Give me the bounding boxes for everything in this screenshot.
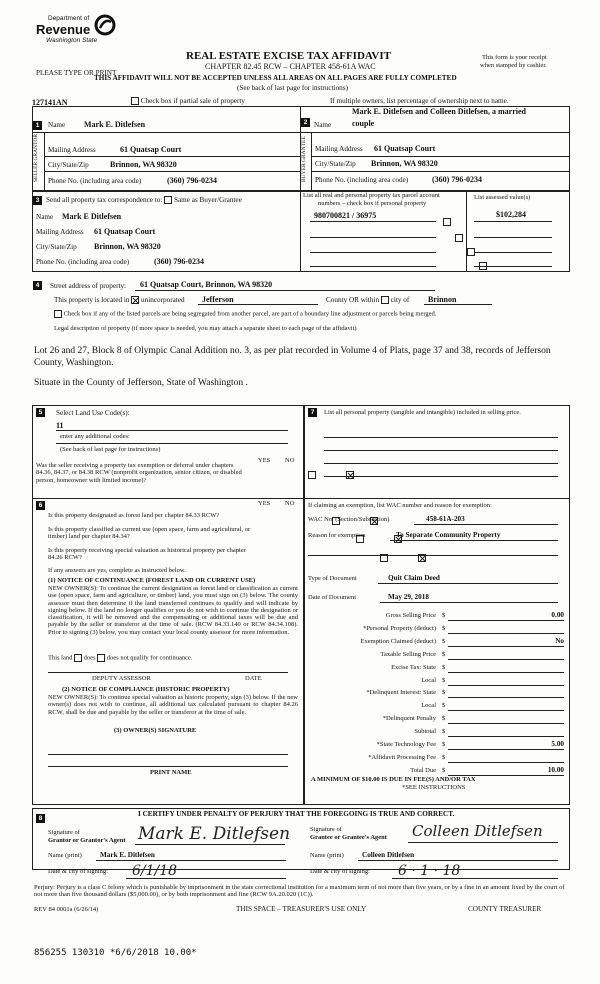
fee-value[interactable]: 10.00 xyxy=(547,765,564,774)
perjury-notice: Perjury: Perjury is a class C felony which is punishable by imprisonment in the state correctional institution for a maximum term of not more than five years, or by a fine in an amount fixed by the court of not more than five thousand dollars ($5,000.00), or by both imprisonment and fine (RCW 9A.20.020 (1C)). xyxy=(34,884,565,899)
buyer-phone-label: Phone No. (including area code) xyxy=(315,176,409,184)
grantor-sig-label2: Grantor or Grantor's Agent xyxy=(48,837,126,844)
county-value[interactable]: Jefferson xyxy=(202,295,234,304)
partial-sale-checkbox[interactable] xyxy=(131,97,139,105)
city-of-checkbox[interactable] xyxy=(381,296,389,304)
s6-no: NO xyxy=(285,500,295,507)
fee-dollar-sign: $ xyxy=(442,741,446,748)
grantor-sig-label1: Signature of xyxy=(48,829,80,836)
fee-dollar-sign: $ xyxy=(442,650,446,658)
fee-label: Local xyxy=(421,676,436,684)
fee-row xyxy=(304,689,570,701)
notice2-title: (2) NOTICE OF COMPLIANCE (HISTORIC PROPERTY) xyxy=(62,686,230,693)
additional-codes: enter any additional codes: xyxy=(60,433,130,440)
certify-line: I CERTIFY UNDER PENALTY OF PERJURY THAT THE FOREGOING IS TRUE AND CORRECT. xyxy=(138,810,455,818)
segregated-line xyxy=(54,310,436,318)
located-label: This property is located in xyxy=(54,296,130,304)
buyer-mailing[interactable]: 61 Quatsap Court xyxy=(374,144,436,153)
segregated-label: Check box if any of the listed parcels are being segregated from another parcel, are part of a boundary line adjustment or parcels being merged. xyxy=(63,310,437,318)
located-in xyxy=(54,296,185,304)
parcel-1-checkbox[interactable] xyxy=(443,218,451,226)
fee-label: *Personal Property (deduct) xyxy=(363,624,436,632)
parcel-header2: numbers – check box if personal property xyxy=(318,200,427,207)
please-type: PLEASE TYPE OR PRINT xyxy=(36,69,117,77)
fee-label: Excise Tax: State xyxy=(391,663,436,671)
s6-q2: Is this property classified as current use (open space, farm and agricultural, or timber) land per chapter 84.34? xyxy=(48,526,251,541)
fee-dollar-sign: $ xyxy=(442,676,446,684)
fee-dollar-sign: $ xyxy=(442,766,446,774)
deputy-date: DATE xyxy=(245,675,262,682)
fee-dollar-sign: $ xyxy=(442,689,446,697)
grantee-name[interactable]: Colleen Ditlefsen xyxy=(362,851,415,859)
deputy-assessor: DEPUTY ASSESSOR xyxy=(92,675,151,682)
fee-dollar-sign: $ xyxy=(442,702,446,710)
does-not-label: does not qualify for continuance. xyxy=(106,654,193,662)
section-5-badge: 5 xyxy=(36,408,45,417)
see-instructions: *SEE INSTRUCTIONS xyxy=(402,784,466,791)
s3-city[interactable]: Brinnon, WA 98320 xyxy=(94,242,161,251)
s3-city-label: City/State/Zip xyxy=(36,243,77,251)
notice2-body: NEW OWNER(S): To continue special valuation as historic property, sign (3) below. If the new owner(s) does not wish to continue, all additional tax calculated pursuant to chapter 84.26 RCW, shall be due and payable by the seller or transferor at the time of sale. xyxy=(48,694,298,716)
rev-number: REV 84 0001a (6/26/14) xyxy=(34,906,99,913)
fee-label: Total Due xyxy=(410,766,436,774)
reason-value[interactable]: To Separate Community Property xyxy=(396,531,501,539)
legal-label: Legal description of property (if more space is needed, you may attach a separate sheet to each page of the affidavit) xyxy=(54,325,357,332)
does-checkbox[interactable] xyxy=(74,654,82,662)
grantor-signature[interactable]: Mark E. Ditlefsen xyxy=(138,824,291,844)
city-of-label: city of xyxy=(390,296,410,304)
grantee-date[interactable]: 6 · 1 · 18 xyxy=(398,863,461,879)
dept-line2: Revenue xyxy=(36,22,91,37)
seller-name-label: Name xyxy=(48,121,66,129)
owner-signature: (3) OWNER(S) SIGNATURE xyxy=(114,727,197,734)
grantee-name-label: Name (print) xyxy=(310,852,344,859)
unincorporated-label: unincorporated xyxy=(141,296,185,304)
seller-phone-label: Phone No. (including area code) xyxy=(48,177,142,185)
grantor-name[interactable]: Mark E. Ditlefsen xyxy=(100,851,155,859)
tax-correspondence-label: Send all property tax correspondence to: xyxy=(46,196,163,204)
fee-dollar-sign: $ xyxy=(442,728,446,736)
this-land-line xyxy=(48,654,193,662)
s5-yes: YES xyxy=(258,457,271,464)
fee-label: Subtotal xyxy=(414,728,436,736)
fee-value[interactable]: 5.00 xyxy=(551,740,564,748)
s5-q1: Was the seller receiving a property tax exemption or deferral under chapters 84.36, 84.37, or 84.38 RCW (nonprofit organization, senior citizen, or disabled person, homeowner with limited income)? xyxy=(36,462,242,484)
fee-dollar-sign: $ xyxy=(442,715,446,723)
seller-mailing-label: Mailing Address xyxy=(48,146,96,154)
fee-dollar-sign: $ xyxy=(442,612,446,619)
print-name: PRINT NAME xyxy=(150,769,192,776)
s3-mailing-label: Mailing Address xyxy=(36,228,84,236)
form-subtitle: CHAPTER 82.45 RCW – CHAPTER 458-61A WAC xyxy=(205,62,376,71)
this-land-label: This land xyxy=(48,654,73,662)
fee-dollar-sign: $ xyxy=(442,637,446,645)
buyer-vertical-label: BUYER GRANTEE xyxy=(301,136,307,182)
doc-type-label: Type of Document xyxy=(308,575,357,582)
fee-label: *Delinquent Penalty xyxy=(382,715,436,723)
section-8-badge: 8 xyxy=(36,814,45,823)
seller-mailing[interactable]: 61 Quatsap Court xyxy=(120,145,182,154)
s6-q3: Is this property receiving special valuation as historical property per chapter 84.26 RCW? xyxy=(48,547,246,562)
dept-line1: Department of xyxy=(48,15,90,22)
reason-label: Reason for exemption xyxy=(308,532,366,539)
minimum-notice: A MINIMUM OF $10.00 IS DUE IN FEE(S) AND/OR TAX xyxy=(311,776,476,783)
situate-line[interactable]: Situate in the County of Jefferson, State of Washington . xyxy=(34,378,248,388)
seller-vertical-label: SELLER GRANTOR xyxy=(33,133,39,182)
fee-row xyxy=(304,728,570,740)
wac-value[interactable]: 458-61A-203 xyxy=(426,515,465,523)
grantor-date[interactable]: 6/1/18 xyxy=(132,863,178,879)
fee-row xyxy=(304,664,570,676)
section-3-label xyxy=(46,196,242,204)
form-id: 127141AN xyxy=(32,98,68,107)
grantee-sig-label2: Grantee or Grantee's Agent xyxy=(310,834,387,841)
county-treasurer: COUNTY TREASURER xyxy=(468,905,542,913)
grantee-signature[interactable]: Colleen Ditlefsen xyxy=(412,822,543,840)
personal-property-label: List all personal property (tangible and intangible) included in selling price. xyxy=(324,409,521,416)
grantor-date-label: Date & city of signing: xyxy=(48,868,108,875)
fee-dollar-sign: $ xyxy=(442,663,446,671)
doc-type-value[interactable]: Quit Claim Deed xyxy=(388,574,440,582)
dor-logo xyxy=(36,12,116,52)
notice1-title: (1) NOTICE OF CONTINUANCE (FOREST LAND OR CURRENT USE) xyxy=(48,577,256,584)
exemption-label: If claiming an exemption, list WAC number and reason for exemption: xyxy=(308,502,492,509)
fee-row xyxy=(304,715,570,727)
receipt-note2: when stamped by cashier. xyxy=(480,62,547,69)
county-label: County OR within xyxy=(326,296,380,304)
seller-phone[interactable]: (360) 796-0234 xyxy=(167,176,217,185)
fee-row xyxy=(304,677,570,689)
section-3-badge: 3 xyxy=(33,196,42,205)
doc-date-value[interactable]: May 29, 2018 xyxy=(388,593,429,601)
fee-row xyxy=(304,638,570,650)
street-address[interactable]: 61 Quatsap Court, Brinnon, WA 98320 xyxy=(140,280,273,289)
receipt-note1: This form is your receipt xyxy=(482,54,547,61)
s6-q1: Is this property designated as forest land per chapter 84.33 RCW? xyxy=(48,512,220,519)
section-7-badge: 7 xyxy=(308,408,317,417)
form-title: REAL ESTATE EXCISE TAX AFFIDAVIT xyxy=(186,50,391,62)
buyer-phone[interactable]: (360) 796-0234 xyxy=(432,175,482,184)
buyer-name-line1[interactable]: Mark E. Ditlefsen and Colleen Ditlefsen, a married xyxy=(352,107,526,116)
grantee-sig-label1: Signature of xyxy=(310,826,342,833)
fee-label: Local xyxy=(421,702,436,710)
section-2-badge: 2 xyxy=(301,118,310,127)
unincorporated-checkbox[interactable] xyxy=(131,296,139,304)
county-or-within xyxy=(326,296,409,304)
fee-dollar-sign: $ xyxy=(442,753,446,761)
wac-label: WAC No. (Section/Subsection) xyxy=(308,516,390,523)
cashier-stamp: 856255 130310 *6/6/2018 10.00* xyxy=(34,948,197,958)
legal-description[interactable]: Lot 26 and 27, Block 8 of Olympic Canal Addition no. 3, as per plat recorded in Volume 4 of Plats, page 37 and 38, records of Jefferson County, Washington. xyxy=(34,346,551,369)
fee-value[interactable]: No xyxy=(555,636,564,645)
assessed-header: List assessed value(s) xyxy=(474,194,531,201)
land-use-label: Select Land Use Code(s): xyxy=(56,409,130,417)
s6-if-yes: If any answers are yes, complete as instructed below. xyxy=(48,567,186,574)
see-back-line: (See back of last page for instructions) xyxy=(237,84,348,92)
parcel-header1: List all real and personal property tax parcel account xyxy=(303,192,440,199)
s3-phone-label: Phone No. (including area code) xyxy=(36,258,130,266)
same-as-buyer-checkbox[interactable] xyxy=(164,196,172,204)
fee-label: *Affidavit Processing Fee xyxy=(368,753,436,761)
buyer-name-line2[interactable]: couple xyxy=(352,119,375,128)
segregated-checkbox[interactable] xyxy=(54,310,62,318)
fee-row xyxy=(304,625,570,637)
does-not-checkbox[interactable] xyxy=(97,654,105,662)
partial-sale xyxy=(131,97,245,105)
buyer-mailing-label: Mailing Address xyxy=(315,145,363,153)
s3-phone[interactable]: (360) 796-0234 xyxy=(154,257,204,266)
buyer-name-label: Name xyxy=(314,121,332,129)
same-as-buyer-label: Same as Buyer/Grantee xyxy=(173,196,242,204)
section-1-badge: 1 xyxy=(33,121,42,130)
street-label: Street address of property: xyxy=(50,282,127,290)
section-6-badge: 6 xyxy=(36,501,45,510)
fee-label: *Delinquent Interest: State xyxy=(366,689,436,697)
grantee-date-label: Date & city of signing: xyxy=(310,868,370,875)
fee-label: Gross Selling Price xyxy=(385,612,436,619)
does-label: does xyxy=(83,654,96,662)
s3-name[interactable]: Mark E Ditlefsen xyxy=(62,212,122,221)
notice1-body: NEW OWNER(S): To continue the current designation as forest land or classification as current use (open space, farm and agriculture, or timber) land, you must sign on (3) below. The county assessor must then determine if the land transferred continues to qualify and will indicate by signing below. If the land no longer qualifies or you do not wish to continue the designation or classification, it will be removed and the compensating or additional taxes will be due and payable by the seller or transferor at the time of sale. (RCW 84.33.140 or RCW 84.34.108). Prior to signing (3) below, you may contact your local county assessor for more information. xyxy=(48,585,298,636)
seller-city-label: City/State/Zip xyxy=(48,161,89,169)
doc-date-label: Date of Document xyxy=(308,594,357,601)
fee-label: Exemption Claimed (deduct) xyxy=(360,637,436,645)
buyer-city-label: City/State/Zip xyxy=(315,160,356,168)
fee-label: *State Technology Fee xyxy=(376,741,436,748)
partial-sale-label: Check box if partial sale of property xyxy=(140,97,245,105)
dor-swirl-icon xyxy=(94,14,116,36)
fee-row xyxy=(304,612,570,624)
s5-q1-yes-checkbox[interactable] xyxy=(308,471,316,479)
seller-name[interactable]: Mark E. Ditlefsen xyxy=(84,120,146,129)
dept-line3: Washington State xyxy=(46,37,98,44)
land-use-code[interactable]: 11 xyxy=(56,421,64,430)
s3-name-label: Name xyxy=(36,213,54,221)
s6-yes: YES xyxy=(258,500,271,507)
grantor-name-label: Name (print) xyxy=(48,852,82,859)
parcel-2-checkbox[interactable] xyxy=(455,234,463,242)
s3-mailing[interactable]: 61 Quatsap Court xyxy=(94,227,156,236)
fee-dollar-sign: $ xyxy=(442,624,446,632)
section-4-badge: 4 xyxy=(33,281,42,290)
seller-city[interactable]: Brinnon, WA 98320 xyxy=(110,160,177,169)
buyer-city[interactable]: Brinnon, WA 98320 xyxy=(371,159,438,168)
city-value[interactable]: Brinnon xyxy=(428,295,457,304)
s5-no: NO xyxy=(285,457,295,464)
parcel-number[interactable]: 980700821 / 36975 xyxy=(314,211,377,220)
fee-row xyxy=(304,754,570,766)
fee-row xyxy=(304,651,570,663)
fee-row xyxy=(304,702,570,714)
fee-value[interactable]: 0.00 xyxy=(551,611,564,619)
warning-line: THIS AFFIDAVIT WILL NOT BE ACCEPTED UNLESS ALL AREAS ON ALL PAGES ARE FULLY COMPLETED xyxy=(94,74,457,82)
assessed-value[interactable]: $102,284 xyxy=(496,210,526,219)
treasurer-space: THIS SPACE – TREASURER'S USE ONLY xyxy=(236,905,367,913)
s5-see-back: (See back of last page for instructions) xyxy=(60,446,161,453)
fee-label: Taxable Selling Price xyxy=(380,650,436,658)
multiple-owners: If multiple owners, list percentage of ownership next to name. xyxy=(330,97,509,105)
fee-row xyxy=(304,741,570,753)
